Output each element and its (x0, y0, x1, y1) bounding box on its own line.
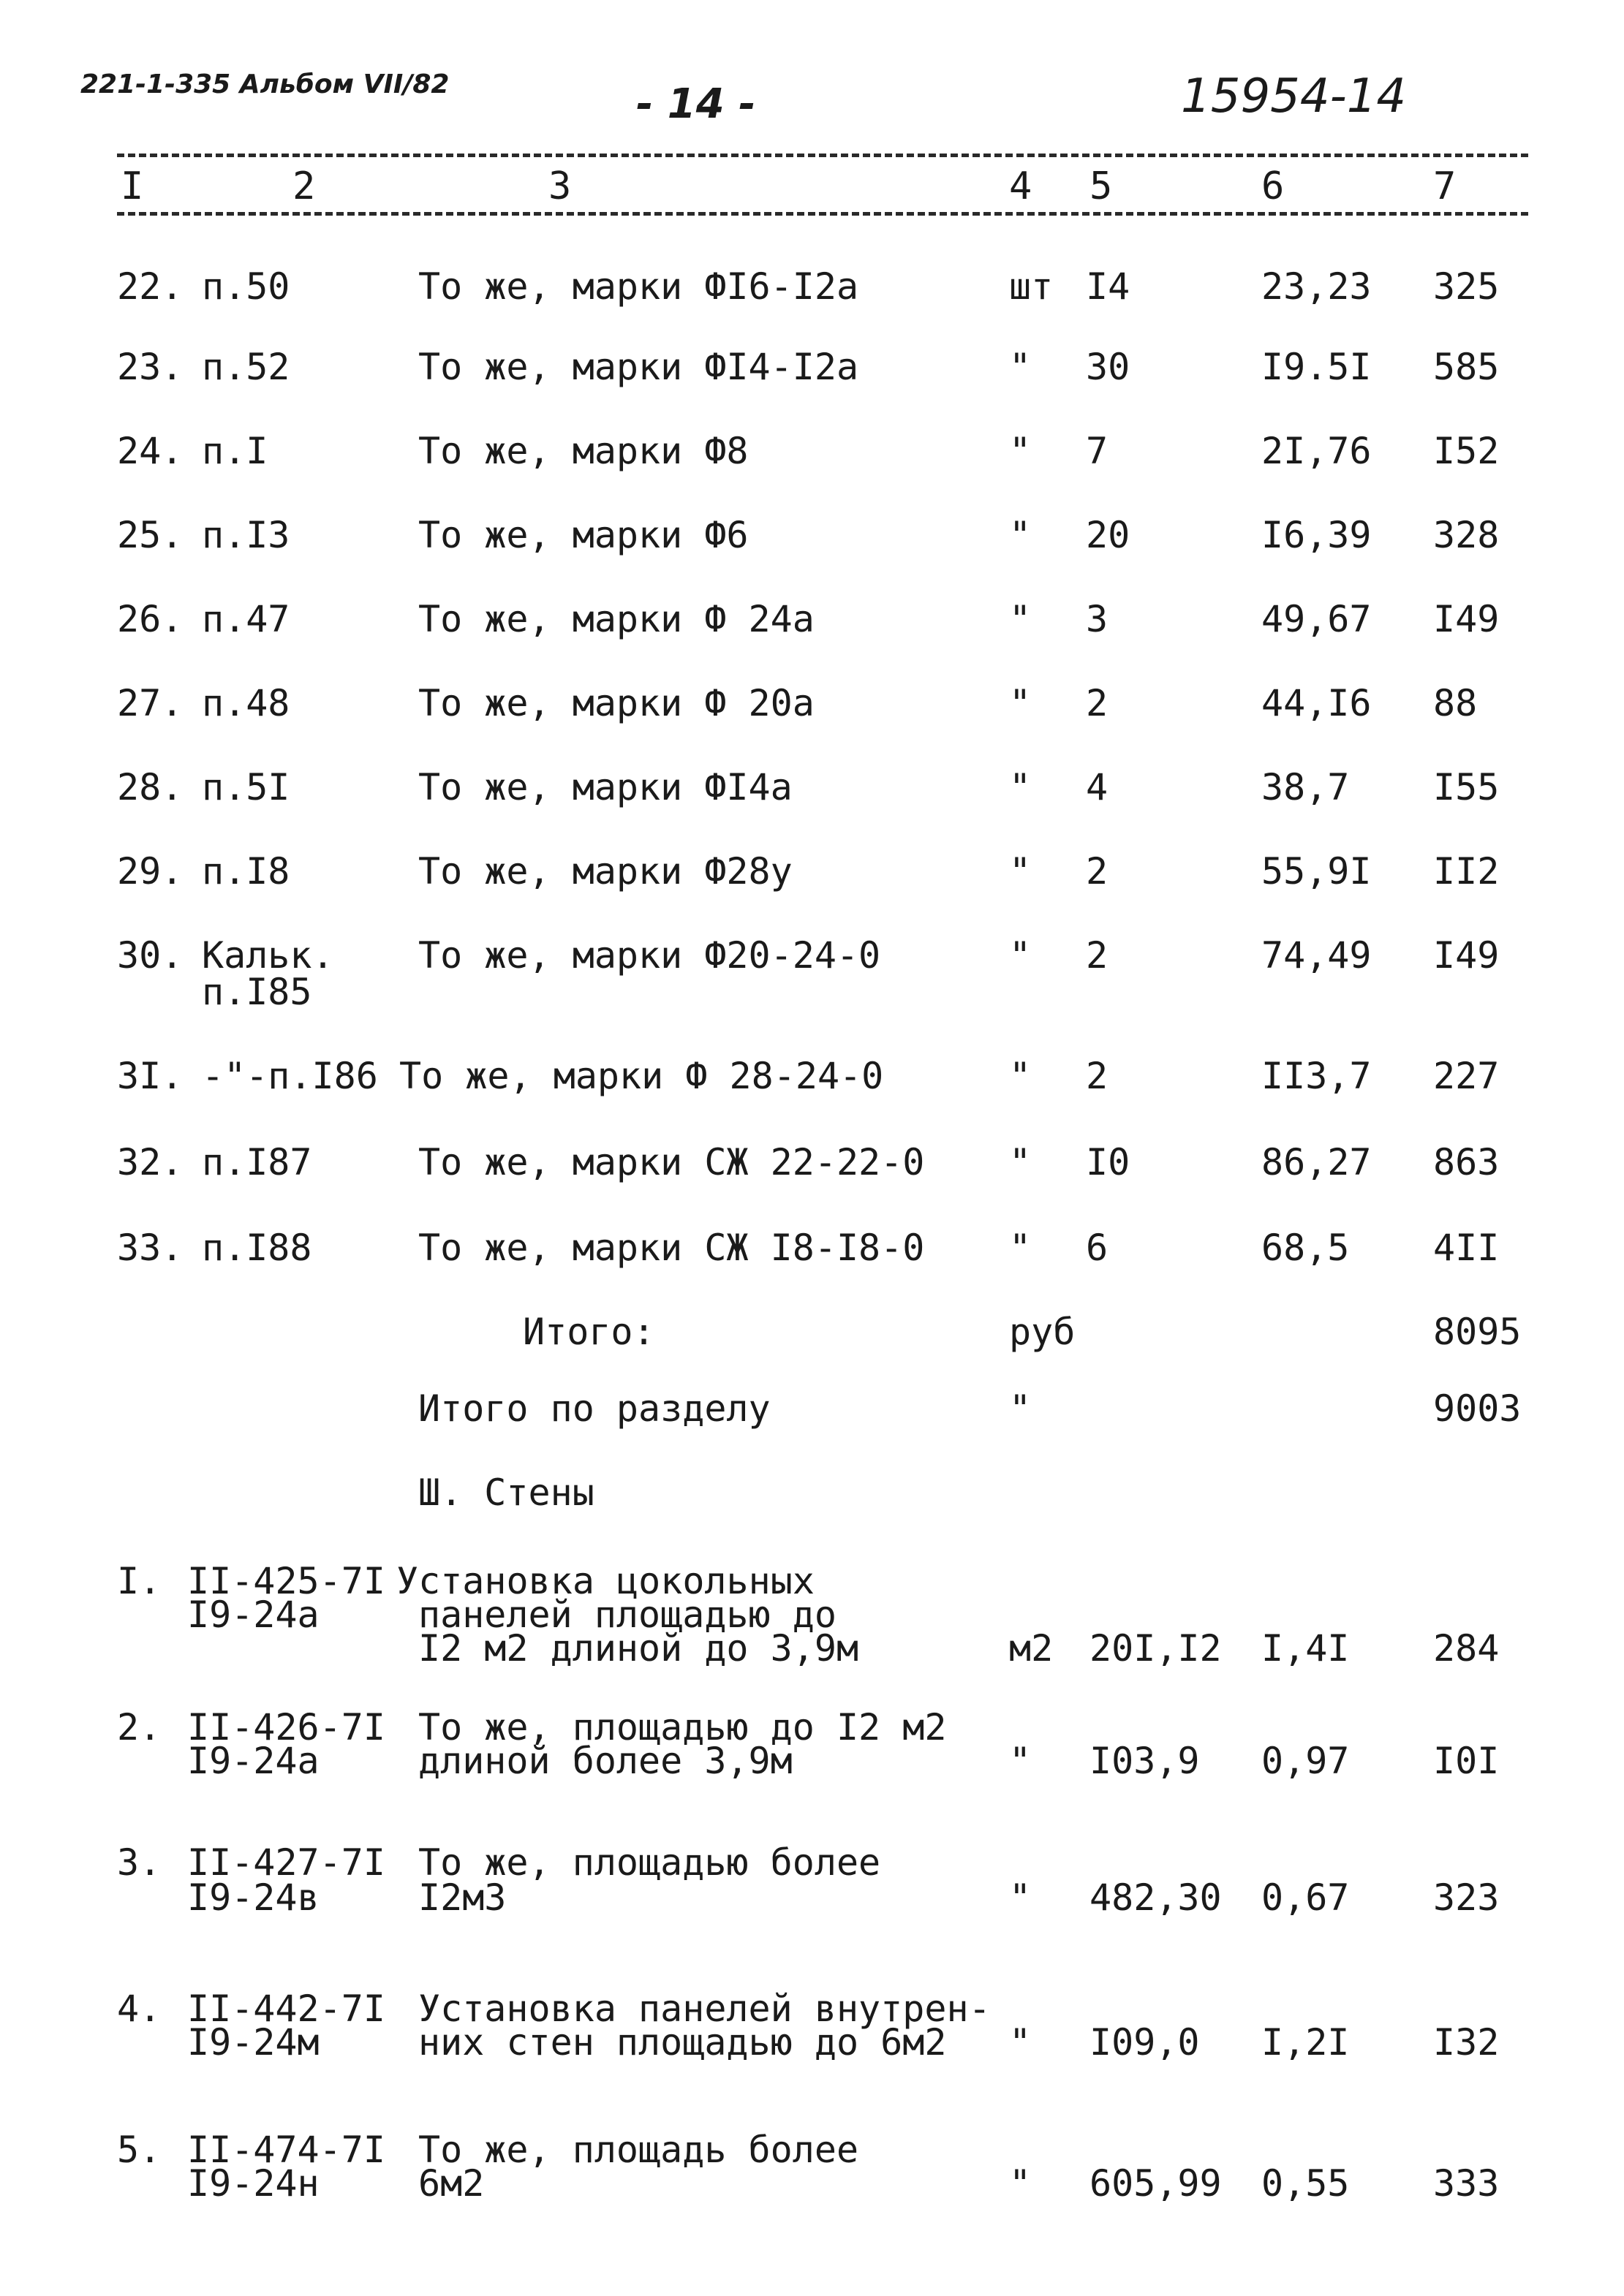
row-total: I49 (1433, 934, 1500, 977)
subtotal-unit: руб (1009, 1311, 1076, 1353)
row-total: I0I (1433, 1740, 1500, 1782)
table-row (117, 1841, 1536, 1941)
row-unit-cost: II3,7 (1261, 1055, 1372, 1097)
table-row (117, 1056, 1536, 1129)
row-total: I49 (1433, 598, 1500, 640)
row-quantity: 482,30 (1089, 1876, 1222, 1919)
table-row (117, 599, 1536, 672)
row-code: II-442-7I (187, 1988, 385, 2030)
row-total: 325 (1433, 265, 1500, 308)
row-quantity: I09,0 (1089, 2021, 1200, 2064)
column-header-5: 5 (1089, 164, 1113, 208)
row-reference: п.I88 (202, 1227, 312, 1269)
section-heading: Ш. Стены (418, 1471, 594, 1514)
row-reference: п.I (202, 430, 268, 472)
row-unit: " (1009, 682, 1032, 724)
table-row (117, 852, 1536, 925)
section-total-value: 9003 (1433, 1387, 1522, 1430)
document-reference-note: 221-1-335 Альбом VII/82 (80, 69, 450, 99)
row-code-line2: I9-24а (187, 1594, 320, 1636)
row-description: То же, марки ФI4-I2а (418, 346, 859, 388)
section-total-unit: " (1009, 1387, 1032, 1430)
table-row (117, 431, 1536, 504)
row-quantity: I03,9 (1089, 1740, 1200, 1782)
row-number: 24. (117, 430, 184, 472)
table-row (117, 1560, 1536, 1696)
row-unit: " (1009, 1055, 1032, 1097)
row-unit: " (1009, 1227, 1032, 1269)
row-reference: -"-п.I86 (202, 1055, 378, 1097)
table-row (117, 347, 1536, 420)
row-unit: " (1009, 1876, 1032, 1919)
row-total: 227 (1433, 1055, 1500, 1097)
column-header-6: 6 (1261, 164, 1285, 208)
row-unit: " (1009, 430, 1032, 472)
page-number: - 14 - (636, 80, 756, 128)
row-unit-cost: 74,49 (1261, 934, 1372, 977)
table-row (117, 936, 1536, 1031)
row-total: 4II (1433, 1227, 1500, 1269)
row-total: 328 (1433, 514, 1500, 556)
row-code-line2: I9-24н (187, 2162, 320, 2205)
row-description: То же, площадью до I2 м2 (418, 1706, 947, 1748)
document-number: 15954-14 (1181, 69, 1407, 124)
row-unit: " (1009, 514, 1032, 556)
table-row (117, 515, 1536, 588)
row-reference: п.52 (202, 346, 290, 388)
row-code: II-426-7I (187, 1706, 385, 1748)
row-unit: " (1009, 1740, 1032, 1782)
row-total: 863 (1433, 1141, 1500, 1183)
row-reference: Кальк. (202, 934, 334, 977)
row-number: 3I. (117, 1055, 184, 1097)
column-header-1: I (121, 164, 144, 208)
row-description: То же, марки Ф8 (418, 430, 749, 472)
row-unit: м2 (1009, 1627, 1054, 1670)
table-row (117, 683, 1536, 757)
column-header-7: 7 (1433, 164, 1457, 208)
row-total: 323 (1433, 1876, 1500, 1919)
row-description-line2: I2м3 (418, 1876, 507, 1919)
row-total: 88 (1433, 682, 1478, 724)
row-quantity: 20I,I2 (1089, 1627, 1222, 1670)
row-unit: шт (1009, 265, 1054, 308)
row-unit-cost: 0,97 (1261, 1740, 1350, 1782)
row-number: 23. (117, 346, 184, 388)
column-header-3: 3 (548, 164, 572, 208)
row-number: 22. (117, 265, 184, 308)
row-number: 2. (117, 1706, 162, 1748)
row-reference: п.48 (202, 682, 290, 724)
row-reference: п.47 (202, 598, 290, 640)
row-number: 3. (117, 1841, 162, 1884)
row-total: 585 (1433, 346, 1500, 388)
row-reference: п.I87 (202, 1141, 312, 1183)
row-number: 29. (117, 850, 184, 893)
row-description: То же, марки ФI6-I2а (418, 265, 859, 308)
row-quantity: 605,99 (1089, 2162, 1222, 2205)
row-number: I. (117, 1560, 162, 1602)
header-bottom-rule (117, 212, 1528, 216)
table-row (117, 768, 1536, 841)
row-unit: " (1009, 766, 1032, 808)
row-quantity: I0 (1086, 1141, 1130, 1183)
row-unit-cost: 49,67 (1261, 598, 1372, 640)
row-quantity: I4 (1086, 265, 1130, 308)
row-quantity: 4 (1086, 766, 1109, 808)
row-description: То же, марки СЖ 22-22-0 (418, 1141, 925, 1183)
table-row (117, 2129, 1536, 2228)
row-unit-cost: I,2I (1261, 2021, 1350, 2064)
row-total: I52 (1433, 430, 1500, 472)
row-description: То же, марки Ф 24а (418, 598, 815, 640)
row-quantity: 20 (1086, 514, 1130, 556)
row-description-line2: 6м2 (418, 2162, 485, 2205)
row-quantity: 2 (1086, 682, 1109, 724)
row-description: То же, марки ФI4а (418, 766, 793, 808)
row-total: I55 (1433, 766, 1500, 808)
row-description: То же, марки Ф6 (418, 514, 749, 556)
row-total: 333 (1433, 2162, 1500, 2205)
table-row (117, 267, 1536, 340)
row-description: То же, площадью более (418, 1841, 881, 1884)
row-number: 25. (117, 514, 184, 556)
row-unit-cost: 68,5 (1261, 1227, 1350, 1269)
row-description: То же, марки Ф20-24-0 (418, 934, 881, 977)
subtotal-row (117, 1312, 1536, 1385)
row-unit-cost: I6,39 (1261, 514, 1372, 556)
subtotal-label: Итого: (523, 1311, 655, 1353)
row-quantity: 2 (1086, 850, 1109, 893)
section-total-row (117, 1389, 1536, 1462)
row-quantity: 6 (1086, 1227, 1109, 1269)
section-heading-row (117, 1473, 1536, 1546)
row-description: Установка цокольных (396, 1560, 815, 1602)
row-description: То же, марки СЖ I8-I8-0 (418, 1227, 925, 1269)
row-number: 4. (117, 1988, 162, 2030)
row-unit: " (1009, 1141, 1032, 1183)
table-row (117, 1988, 1536, 2087)
row-description: То же, марки Ф28у (418, 850, 793, 893)
row-reference: п.50 (202, 265, 290, 308)
row-total: I32 (1433, 2021, 1500, 2064)
row-code-line2: I9-24м (187, 2021, 320, 2064)
table-row (117, 1143, 1536, 1216)
row-reference: п.I3 (202, 514, 290, 556)
row-unit-cost: 44,I6 (1261, 682, 1372, 724)
row-description: То же, марки Ф 20а (418, 682, 815, 724)
row-quantity: 2 (1086, 1055, 1109, 1097)
row-unit: " (1009, 598, 1032, 640)
row-total: 284 (1433, 1627, 1500, 1670)
row-unit-cost: I9.5I (1261, 346, 1372, 388)
row-unit: " (1009, 346, 1032, 388)
row-number: 26. (117, 598, 184, 640)
column-header-4: 4 (1009, 164, 1032, 208)
row-reference: п.I8 (202, 850, 290, 893)
row-description-line2: длиной более 3,9м (418, 1740, 793, 1782)
row-code: II-474-7I (187, 2129, 385, 2171)
row-number: 28. (117, 766, 184, 808)
row-quantity: 7 (1086, 430, 1109, 472)
row-unit: " (1009, 850, 1032, 893)
row-unit-cost: 86,27 (1261, 1141, 1372, 1183)
row-unit-cost: I,4I (1261, 1627, 1350, 1670)
row-unit: " (1009, 2162, 1032, 2205)
row-quantity: 30 (1086, 346, 1130, 388)
section-total-label: Итого по разделу (418, 1387, 771, 1430)
row-number: 27. (117, 682, 184, 724)
row-quantity: 2 (1086, 934, 1109, 977)
row-description-line2: них стен площадью до 6м2 (418, 2021, 947, 2064)
row-number: 30. (117, 934, 184, 977)
row-unit: " (1009, 2021, 1032, 2064)
row-description-line2: панелей площадью до (418, 1594, 836, 1636)
row-description: Установка панелей внутрен- (418, 1988, 991, 2030)
row-reference: п.5I (202, 766, 290, 808)
row-description: То же, площадь более (418, 2129, 859, 2171)
row-description: То же, марки Ф 28-24-0 (399, 1055, 884, 1097)
row-reference-line2: п.I85 (202, 971, 312, 1013)
row-code-line2: I9-24а (187, 1740, 320, 1782)
row-code: II-425-7I (187, 1560, 385, 1602)
header-top-rule (117, 154, 1528, 157)
subtotal-value: 8095 (1433, 1311, 1522, 1353)
row-number: 33. (117, 1227, 184, 1269)
row-total: II2 (1433, 850, 1500, 893)
row-unit-cost: 2I,76 (1261, 430, 1372, 472)
row-unit: " (1009, 934, 1032, 977)
row-code: II-427-7I (187, 1841, 385, 1884)
row-unit-cost: 23,23 (1261, 265, 1372, 308)
row-unit-cost: 0,67 (1261, 1876, 1350, 1919)
row-number: 32. (117, 1141, 184, 1183)
column-header-2: 2 (292, 164, 316, 208)
row-quantity: 3 (1086, 598, 1109, 640)
table-row (117, 1706, 1536, 1806)
row-unit-cost: 55,9I (1261, 850, 1372, 893)
row-unit-cost: 38,7 (1261, 766, 1350, 808)
row-description-line3: I2 м2 длиной до 3,9м (418, 1627, 859, 1670)
row-code-line2: I9-24в (187, 1876, 320, 1919)
row-unit-cost: 0,55 (1261, 2162, 1350, 2205)
table-row (117, 1228, 1536, 1301)
row-number: 5. (117, 2129, 162, 2171)
